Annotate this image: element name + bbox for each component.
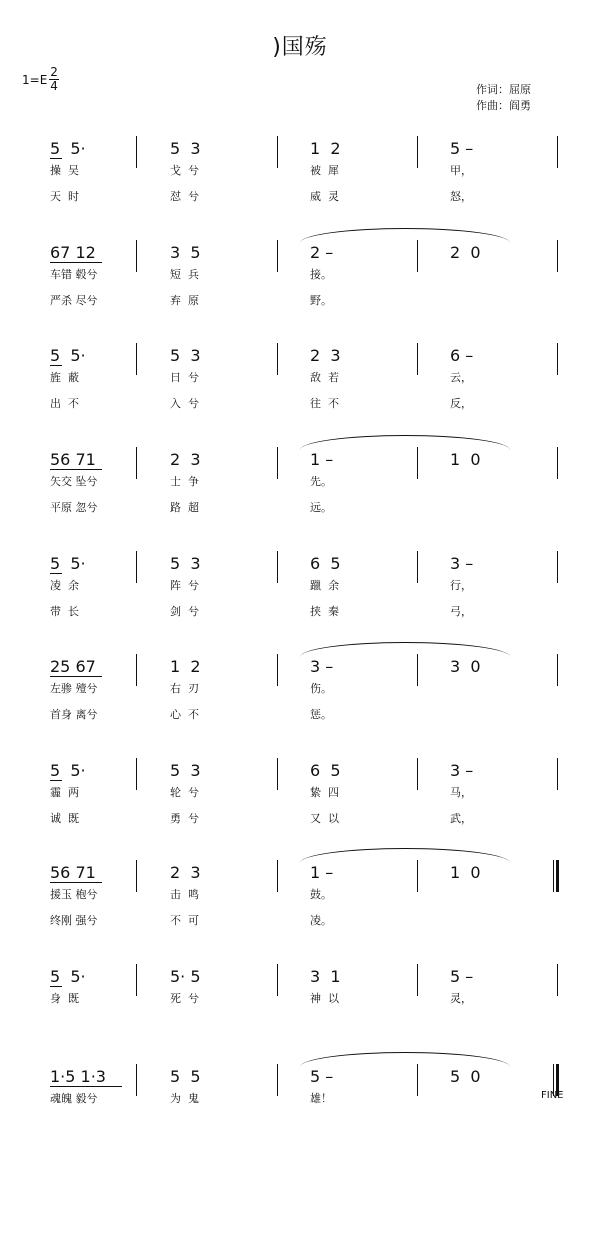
barline	[557, 136, 558, 168]
barline	[417, 758, 418, 790]
barline	[277, 447, 278, 479]
measure-notes: 56 71	[50, 450, 96, 469]
beam-underline	[50, 1086, 122, 1087]
score-line	[0, 1066, 600, 1166]
composer: 作曲：阎勇	[476, 99, 531, 112]
barline	[417, 654, 418, 686]
measure-notes: 6 –	[450, 346, 474, 365]
barline	[557, 240, 558, 272]
lyric-text: 终刚 强兮	[50, 914, 98, 927]
lyric-text: 又 以	[310, 812, 339, 825]
score-line	[0, 760, 600, 860]
measure-notes: 3 0	[450, 657, 481, 676]
beam-underline	[50, 262, 102, 263]
barline	[557, 654, 558, 686]
measure-notes: 3 –	[310, 657, 334, 676]
lyric-text: 怼 兮	[170, 190, 199, 203]
lyric-text: 右 刃	[170, 682, 199, 695]
lyric-text: 反，	[450, 397, 472, 410]
score-line	[0, 553, 600, 653]
score-line	[0, 345, 600, 445]
lyricist: 作词：屈原	[476, 83, 531, 96]
measure-notes: 2 3	[310, 346, 341, 365]
barline	[136, 1064, 137, 1096]
lyric-text: 弃 原	[170, 294, 199, 307]
lyric-text: 诚 既	[50, 812, 79, 825]
measure-notes: 5 –	[310, 1067, 334, 1086]
lyric-text: 出 不	[50, 397, 79, 410]
lyric-text: 路 超	[170, 501, 199, 514]
measure-notes: 2 3	[170, 450, 201, 469]
lyric-text: 野。	[310, 294, 332, 307]
lyric-text: 矢交 坠兮	[50, 475, 98, 488]
barline	[277, 1064, 278, 1096]
lyric-text: 剑 兮	[170, 605, 199, 618]
beam-underline	[50, 573, 62, 574]
lyric-text: 怒，	[450, 190, 472, 203]
beam-underline	[50, 469, 102, 470]
score-line	[0, 862, 600, 962]
lyric-text: 云，	[450, 371, 472, 384]
time-denominator: 4	[50, 79, 58, 93]
lyric-text: 车错 毂兮	[50, 268, 98, 281]
measure-notes: 2 3	[170, 863, 201, 882]
measure-notes: 5 –	[450, 967, 474, 986]
barline	[136, 758, 137, 790]
lyric-text: 死 兮	[170, 992, 199, 1005]
lyric-text: 雄！	[310, 1092, 332, 1105]
lyric-text: 魂魄 毅兮	[50, 1092, 98, 1105]
beam-underline	[50, 882, 102, 883]
measure-notes: 2 –	[310, 243, 334, 262]
barline	[277, 136, 278, 168]
lyric-text: 入 兮	[170, 397, 199, 410]
barline	[277, 343, 278, 375]
measure-notes: 1·5 1·3	[50, 1067, 106, 1086]
barline	[557, 964, 558, 996]
repeat-barline-thick	[556, 860, 559, 892]
lyric-text: 勇 兮	[170, 812, 199, 825]
score-line	[0, 242, 600, 342]
measure-notes: 5 0	[450, 1067, 481, 1086]
lyric-text: 神 以	[310, 992, 339, 1005]
measure-notes: 1 0	[450, 450, 481, 469]
lyric-text: 武，	[450, 812, 472, 825]
repeat-barline	[553, 860, 554, 892]
measure-notes: 3 1	[310, 967, 341, 986]
lyric-text: 士 争	[170, 475, 199, 488]
lyric-text: 伤。	[310, 682, 332, 695]
score-line	[0, 138, 600, 238]
lyric-text: 击 鸣	[170, 888, 199, 901]
measure-notes: 2 0	[450, 243, 481, 262]
key-label: 1=E	[22, 72, 48, 87]
lyric-text: 左骖 殪兮	[50, 682, 98, 695]
lyric-text: 轮 兮	[170, 786, 199, 799]
lyric-text: 行，	[450, 579, 472, 592]
lyric-text: 不 可	[170, 914, 199, 927]
barline	[417, 240, 418, 272]
lyric-text: 凌 余	[50, 579, 79, 592]
lyric-text: 带 长	[50, 605, 79, 618]
barline	[277, 240, 278, 272]
measure-notes: 5 5·	[50, 761, 86, 780]
lyric-text: 马，	[450, 786, 472, 799]
measure-notes: 5 5·	[50, 139, 86, 158]
lyric-text: 短 兵	[170, 268, 199, 281]
barline	[136, 447, 137, 479]
beam-underline	[50, 158, 62, 159]
measure-notes: 3 –	[450, 761, 474, 780]
measure-notes: 5 3	[170, 554, 201, 573]
beam-underline	[50, 986, 62, 987]
lyric-text: 先。	[310, 475, 332, 488]
lyric-text: 为 鬼	[170, 1092, 199, 1105]
lyric-text: 威 灵	[310, 190, 339, 203]
barline	[136, 964, 137, 996]
measure-notes: 5 3	[170, 761, 201, 780]
barline	[136, 654, 137, 686]
measure-notes: 1 –	[310, 863, 334, 882]
measure-notes: 5 3	[170, 139, 201, 158]
beam-underline	[50, 676, 102, 677]
measure-notes: 5 5·	[50, 967, 86, 986]
lyric-text: 被 犀	[310, 164, 339, 177]
barline	[417, 136, 418, 168]
barline	[136, 860, 137, 892]
barline	[417, 1064, 418, 1096]
measure-notes: 6 5	[310, 554, 341, 573]
barline	[277, 860, 278, 892]
lyric-text: 灵，	[450, 992, 472, 1005]
barline	[277, 964, 278, 996]
lyric-text: 戈 兮	[170, 164, 199, 177]
beam-underline	[50, 365, 62, 366]
lyric-text: 身 既	[50, 992, 79, 1005]
barline	[417, 964, 418, 996]
lyric-text: 絷 四	[310, 786, 339, 799]
barline	[277, 551, 278, 583]
lyric-text: 惩。	[310, 708, 332, 721]
lyric-text: 往 不	[310, 397, 339, 410]
barline	[557, 551, 558, 583]
measure-notes: 5 5·	[50, 346, 86, 365]
barline	[557, 343, 558, 375]
lyric-text: 严杀 尽兮	[50, 294, 98, 307]
measure-notes: 5 5·	[50, 554, 86, 573]
time-numerator: 2	[50, 65, 58, 79]
measure-notes: 67 12	[50, 243, 96, 262]
barline	[417, 551, 418, 583]
lyric-text: 凌。	[310, 914, 332, 927]
barline	[417, 447, 418, 479]
lyric-text: 甲，	[450, 164, 472, 177]
lyric-text: 旌 蔽	[50, 371, 79, 384]
measure-notes: 1 0	[450, 863, 481, 882]
beam-underline	[50, 780, 62, 781]
measure-notes: 3 5	[170, 243, 201, 262]
barline	[136, 551, 137, 583]
barline	[277, 758, 278, 790]
measure-notes: 5 –	[450, 139, 474, 158]
measure-notes: 3 –	[450, 554, 474, 573]
lyric-text: 日 兮	[170, 371, 199, 384]
measure-notes: 5· 5	[170, 967, 201, 986]
lyric-text: 平原 忽兮	[50, 501, 98, 514]
barline	[277, 654, 278, 686]
barline	[136, 343, 137, 375]
lyric-text: 远。	[310, 501, 332, 514]
song-title: )国殇	[272, 35, 328, 60]
measure-notes: 1 2	[170, 657, 201, 676]
barline	[417, 860, 418, 892]
lyric-text: 鼓。	[310, 888, 332, 901]
fine-marker: FINE	[541, 1090, 564, 1101]
barline	[557, 758, 558, 790]
lyric-text: 操 吴	[50, 164, 79, 177]
lyric-text: 援玉 枹兮	[50, 888, 98, 901]
lyric-text: 敌 若	[310, 371, 339, 384]
lyric-text: 挟 秦	[310, 605, 339, 618]
lyric-text: 阵 兮	[170, 579, 199, 592]
measure-notes: 5 5	[170, 1067, 201, 1086]
measure-notes: 6 5	[310, 761, 341, 780]
measure-notes: 25 67	[50, 657, 96, 676]
score-line	[0, 449, 600, 549]
measure-notes: 5 3	[170, 346, 201, 365]
measure-notes: 1 2	[310, 139, 341, 158]
lyric-text: 弓，	[450, 605, 472, 618]
credits	[476, 82, 531, 114]
lyric-text: 心 不	[170, 708, 199, 721]
lyric-text: 接。	[310, 268, 332, 281]
time-signature	[49, 66, 59, 93]
barline	[417, 343, 418, 375]
barline	[557, 447, 558, 479]
lyric-text: 霾 两	[50, 786, 79, 799]
score-line	[0, 656, 600, 756]
measure-notes: 1 –	[310, 450, 334, 469]
barline	[136, 240, 137, 272]
barline	[136, 136, 137, 168]
measure-notes: 56 71	[50, 863, 96, 882]
key-signature	[22, 66, 59, 93]
lyric-text: 首身 离兮	[50, 708, 98, 721]
lyric-text: 躐 余	[310, 579, 339, 592]
score-line	[0, 966, 600, 1066]
lyric-text: 天 时	[50, 190, 79, 203]
